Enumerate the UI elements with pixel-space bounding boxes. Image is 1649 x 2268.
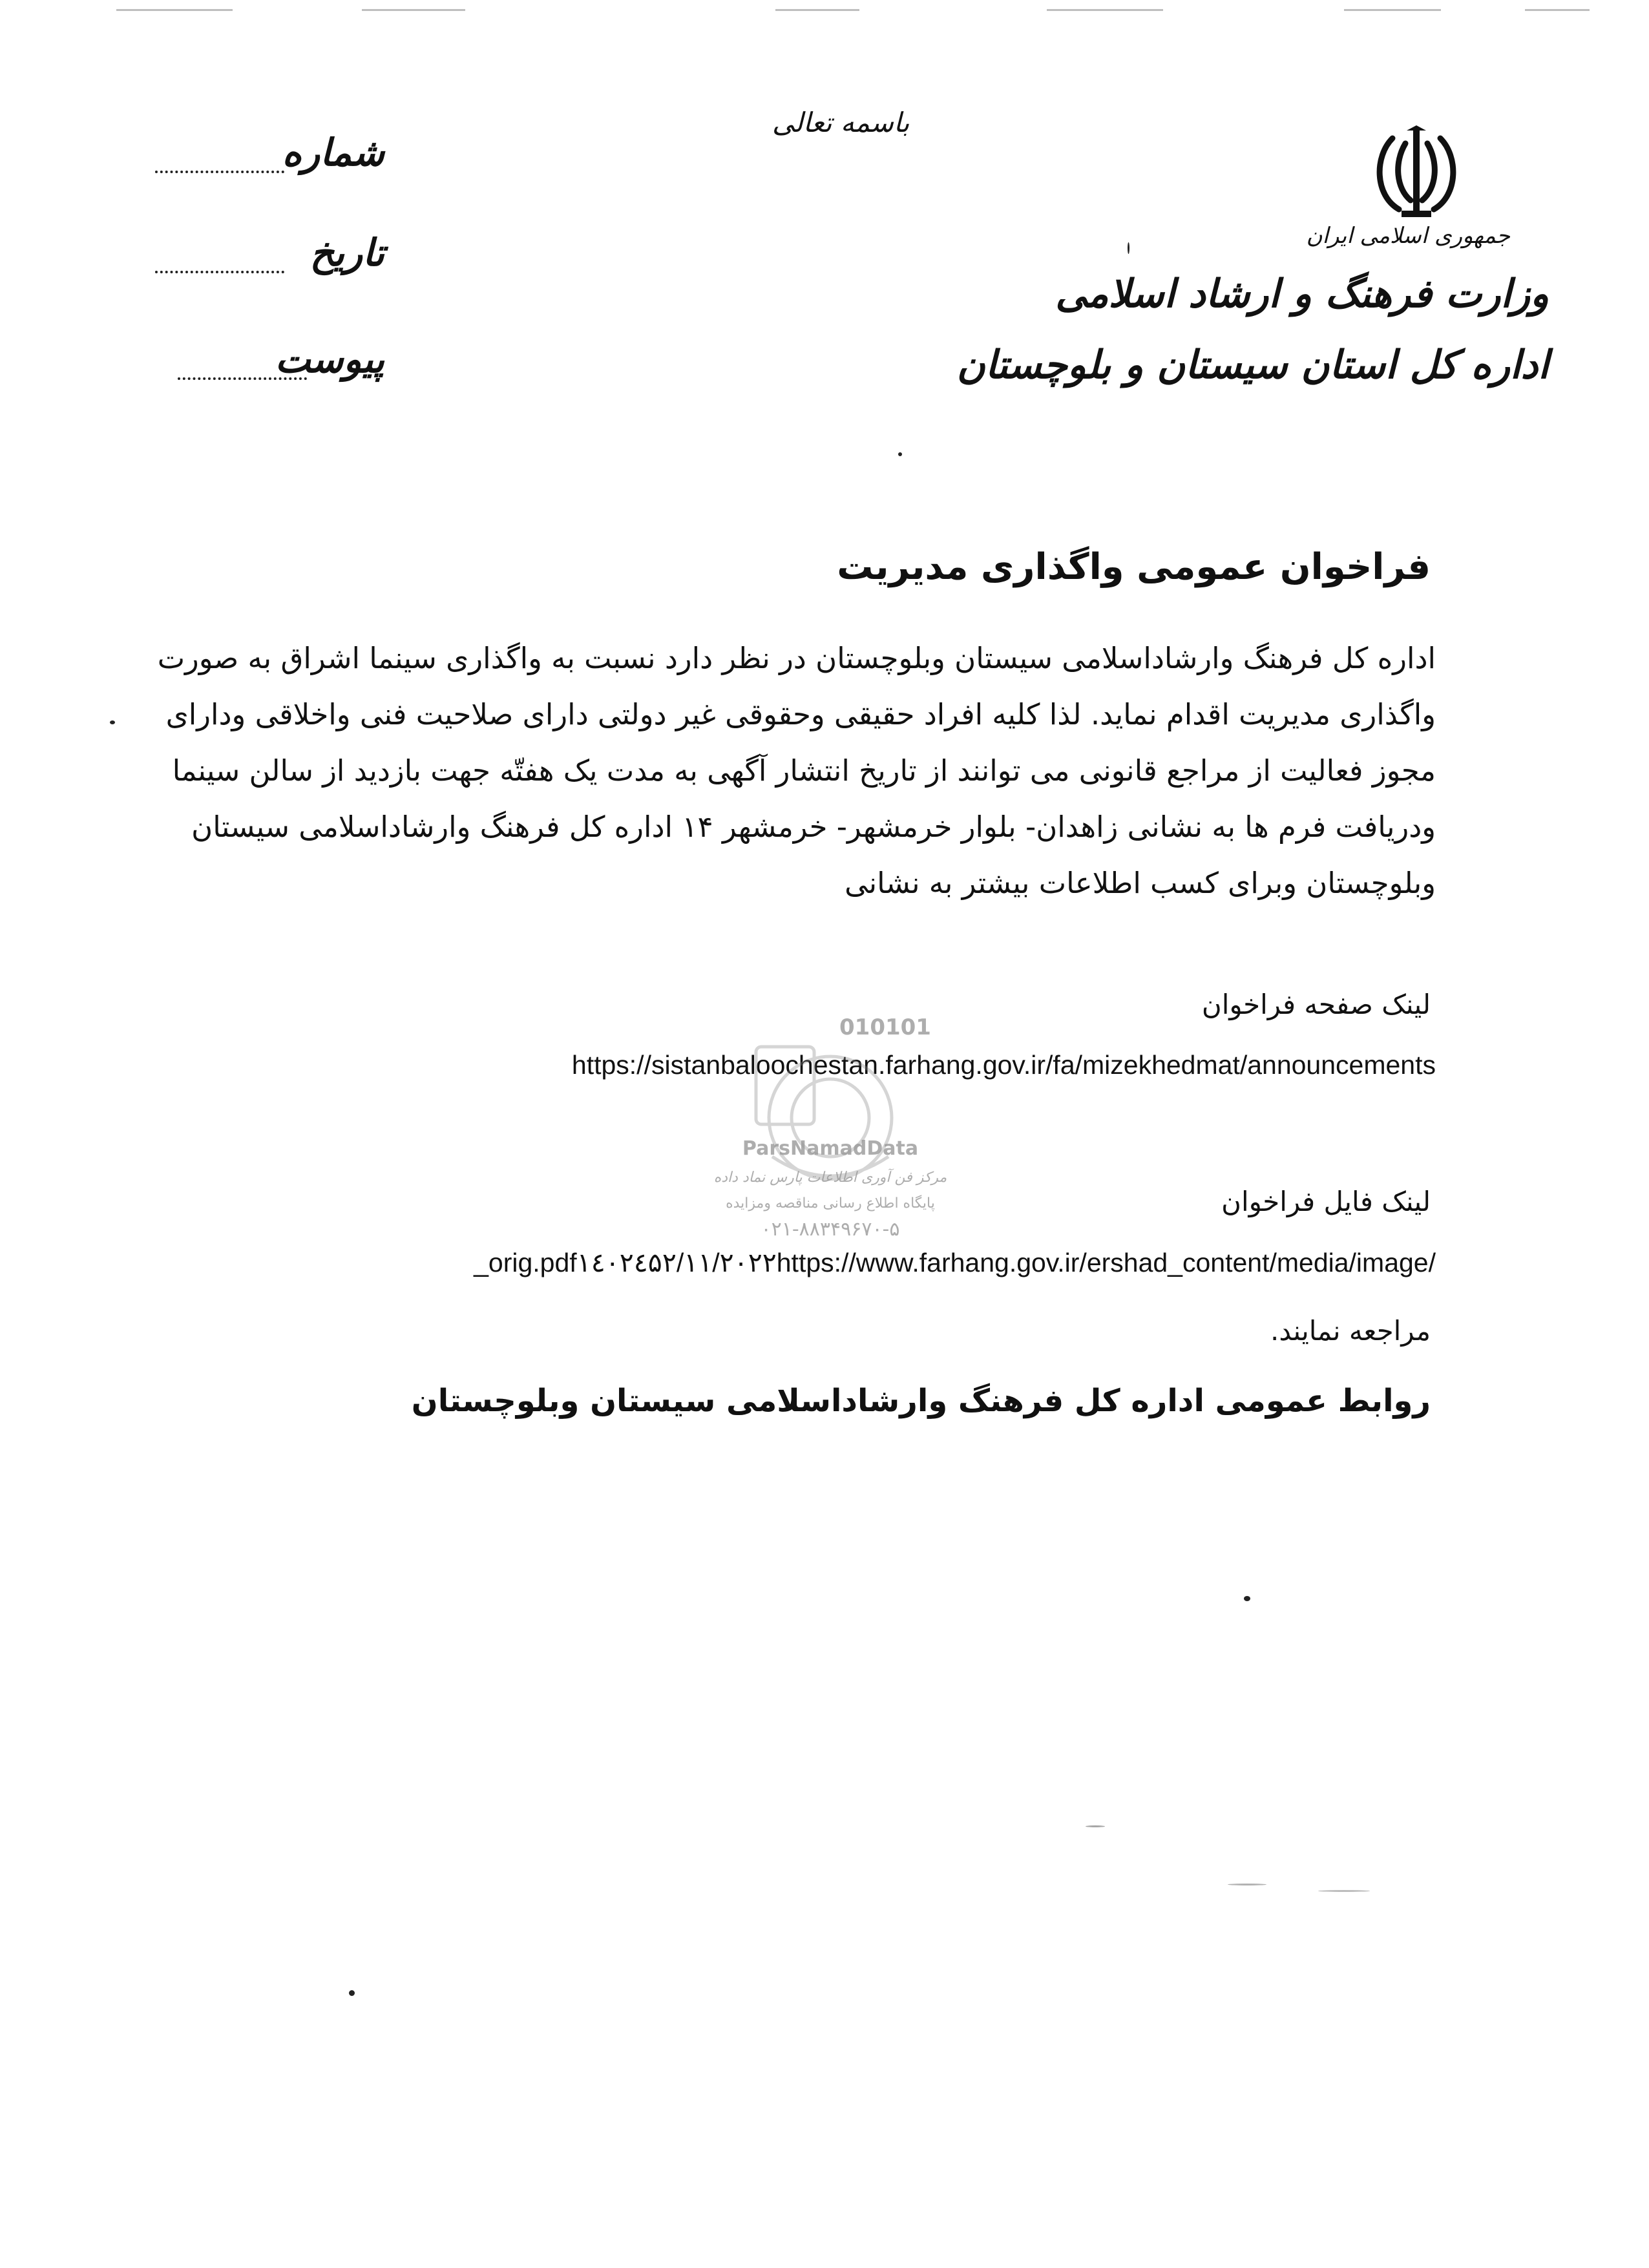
attachment-label: پیوست	[275, 337, 384, 381]
body-line: ودریافت فرم ها به نشانی زاهدان- بلوار خرمشهر- خرمشهر ۱۴ اداره کل فرهنگ وارشاداسلامی سیستان	[191, 810, 1436, 844]
scan-speck	[110, 720, 115, 724]
iran-emblem-icon	[1368, 124, 1465, 221]
body-line: مجوز فعالیت از مراجع قانونی می توانند از تاریخ انتشار آگهی به مدت یک هفتّه جهت بازدید از سالن سینما	[172, 753, 1436, 788]
scan-artifact	[775, 9, 859, 11]
scan-speck	[1128, 242, 1129, 254]
watermark-brand: ParsNamadData	[742, 1137, 919, 1160]
scan-artifact	[362, 9, 465, 11]
refer-text: مراجعه نمایند.	[1270, 1315, 1431, 1347]
closing-signature: روابط عمومی اداره کل فرهنگ وارشاداسلامی سیستان وبلوچستان	[411, 1383, 1431, 1419]
scan-speck	[1244, 1596, 1250, 1601]
body-paragraph	[157, 630, 1436, 911]
file-link-label: لینک فایل فراخوان	[1221, 1186, 1431, 1217]
scan-artifact	[1047, 9, 1163, 11]
watermark-code: 010101	[839, 1014, 931, 1040]
page-link-url[interactable]: https://sistanbaloochestan.farhang.gov.ir/fa/mizekhedmat/announcements	[571, 1050, 1436, 1080]
scan-speck	[349, 1990, 355, 1996]
scan-speck	[1318, 1890, 1370, 1892]
date-field	[94, 229, 384, 281]
office-name: اداره کل استان سیستان و بلوچستان	[956, 342, 1549, 388]
body-line: اداره کل فرهنگ وارشاداسلامی سیستان وبلوچستان در نظر دارد نسبت به واگذاری سینما اشراق به صورت	[157, 641, 1436, 675]
page-title: فراخوان عمومی واگذاری مدیریت	[837, 546, 1431, 588]
basmeh-heading: باسمه تعالی	[772, 107, 910, 138]
number-dots	[155, 171, 284, 173]
number-label: شماره	[282, 131, 384, 174]
page-link-label: لینک صفحه فراخوان	[1201, 989, 1431, 1020]
ministry-name: وزارت فرهنگ و ارشاد اسلامی	[1055, 271, 1549, 317]
body-line: واگذاری مدیریت اقدام نماید. لذا کلیه افراد حقیقی وحقوقی غیر دولتی دارای صلاحیت فنی واخلاقی ودارای	[165, 697, 1436, 731]
body-line: وبلوچستان وبرای کسب اطلاعات بیشتر به نشانی	[845, 866, 1436, 900]
watermark-line2: پایگاه اطلاع رسانی مناقصه ومزایده	[726, 1195, 935, 1212]
attachment-field	[94, 336, 384, 388]
watermark-phone: ۰۲۱-۸۸۳۴۹۶۷۰-۵	[761, 1218, 900, 1241]
scan-artifact	[116, 9, 233, 11]
scan-speck	[1228, 1884, 1266, 1885]
scan-speck	[1086, 1825, 1105, 1827]
date-label: تاریخ	[310, 231, 384, 275]
number-field	[94, 129, 384, 181]
scan-speck	[898, 452, 902, 456]
republic-name: جمهوری اسلامی ایران	[1306, 223, 1510, 249]
watermark-line1: مرکز فن آوری اطلاعات پارس نماد داده	[713, 1170, 947, 1186]
date-dots	[155, 271, 284, 273]
file-link-url[interactable]: _orig.pdf۱٤۰۲٤۵۲/۱۱/۲۰۲۲https://www.farhang.gov.ir/ershad_content/media/image/	[474, 1248, 1436, 1277]
scan-artifact	[1525, 9, 1590, 11]
scan-artifact	[1344, 9, 1441, 11]
